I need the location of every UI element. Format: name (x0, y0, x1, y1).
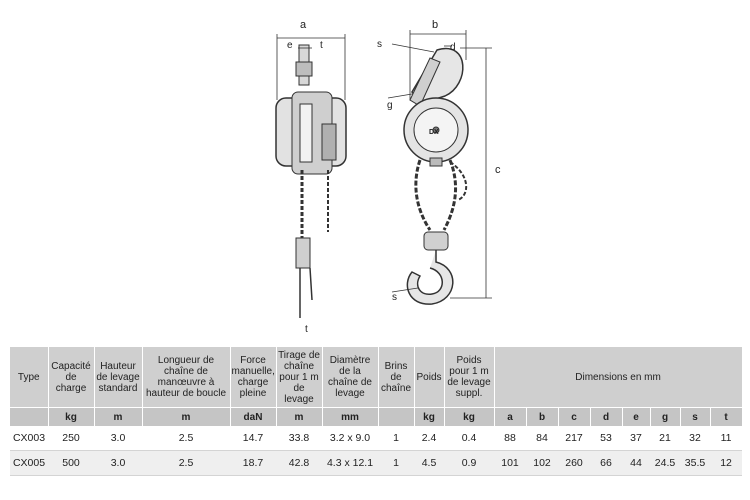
header-hand-chain-length: Longueur de chaîne de manœuvre à hauteur de boucle (142, 347, 230, 408)
table-cell: 32 (680, 426, 710, 451)
dim-label-s: s (377, 39, 382, 50)
table-cell: 2.5 (142, 451, 230, 476)
table-cell: 18.7 (230, 451, 276, 476)
header-dimensions: Dimensions en mm (494, 347, 742, 408)
table-cell: 102 (526, 451, 558, 476)
table-cell: 42.8 (276, 451, 322, 476)
unit-cell (378, 408, 414, 427)
dim-label-a: a (300, 19, 307, 31)
dim-label-t-bottom: t (305, 324, 308, 335)
table-cell: 33.8 (276, 426, 322, 451)
header-chain-pull: Tirage de chaîne pour 1 m de levage (276, 347, 322, 408)
header-chain-diameter: Diamètre de la chaîne de levage (322, 347, 378, 408)
units-row (10, 408, 742, 427)
table-row (10, 426, 742, 451)
table-cell: 88 (494, 426, 526, 451)
table-cell: 4.5 (414, 451, 444, 476)
unit-cell: s (680, 408, 710, 427)
dim-label-b: b (432, 19, 439, 31)
header-type: Type (10, 347, 48, 408)
header-chain-falls: Brins de chaîne (378, 347, 414, 408)
table-cell: 1 (378, 426, 414, 451)
dim-label-s-bottom: s (392, 292, 397, 303)
table-row (10, 451, 742, 476)
unit-cell: a (494, 408, 526, 427)
unit-cell: mm (322, 408, 378, 427)
hoist-badge: DX (429, 129, 439, 136)
unit-cell: m (276, 408, 322, 427)
table-cell: 37 (622, 426, 650, 451)
table-cell: 260 (558, 451, 590, 476)
unit-cell: kg (414, 408, 444, 427)
unit-cell: m (94, 408, 142, 427)
unit-cell: m (142, 408, 230, 427)
header-weight: Poids (414, 347, 444, 408)
header-hand-force: Force manuelle, charge pleine (230, 347, 276, 408)
dim-label-d: d (450, 42, 456, 53)
unit-cell: b (526, 408, 558, 427)
table-cell: 35.5 (680, 451, 710, 476)
table-cell: 24.5 (650, 451, 680, 476)
dim-label-t: t (320, 40, 323, 51)
unit-cell: g (650, 408, 680, 427)
table-cell: 53 (590, 426, 622, 451)
header-capacity: Capacité de charge (48, 347, 94, 408)
table-cell: 3.0 (94, 451, 142, 476)
table-cell: 2.4 (414, 426, 444, 451)
table-cell: 3.0 (94, 426, 142, 451)
table-cell: CX003 (10, 426, 48, 451)
unit-cell: kg (48, 408, 94, 427)
dim-label-e: e (287, 40, 293, 51)
table-cell: 217 (558, 426, 590, 451)
table-cell: 0.9 (444, 451, 494, 476)
unit-cell: d (590, 408, 622, 427)
table-cell: 12 (710, 451, 742, 476)
table-cell: 3.2 x 9.0 (322, 426, 378, 451)
table-cell: 84 (526, 426, 558, 451)
header-lift-height: Hauteur de levage standard (94, 347, 142, 408)
specification-table (10, 347, 743, 476)
unit-cell: t (710, 408, 742, 427)
unit-cell: kg (444, 408, 494, 427)
table-cell: 11 (710, 426, 742, 451)
table-cell: 66 (590, 451, 622, 476)
table-cell: 21 (650, 426, 680, 451)
unit-cell (10, 408, 48, 427)
unit-cell: daN (230, 408, 276, 427)
unit-cell: e (622, 408, 650, 427)
side-view (276, 45, 346, 318)
dim-label-g: g (387, 100, 393, 111)
table-cell: 500 (48, 451, 94, 476)
table-cell: 250 (48, 426, 94, 451)
header-extra-weight: Poids pour 1 m de levage suppl. (444, 347, 494, 408)
table-cell: 1 (378, 451, 414, 476)
table-cell: 4.3 x 12.1 (322, 451, 378, 476)
table-cell: CX005 (10, 451, 48, 476)
table-cell: 44 (622, 451, 650, 476)
table-cell: 0.4 (444, 426, 494, 451)
unit-cell: c (558, 408, 590, 427)
table-cell: 2.5 (142, 426, 230, 451)
table-cell: 101 (494, 451, 526, 476)
table-cell: 14.7 (230, 426, 276, 451)
dim-label-c: c (495, 164, 501, 176)
front-view (404, 49, 468, 305)
